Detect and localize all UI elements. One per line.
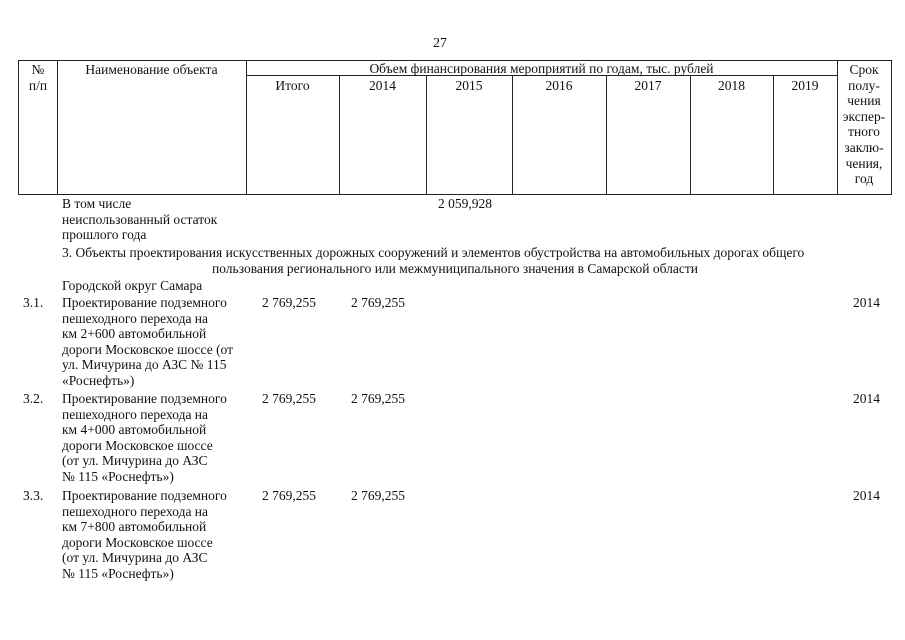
header-deadline-line: год [854,171,874,187]
row-name [62,488,227,582]
header-deadline [837,62,891,187]
row-name-line: км 4+000 автомобильной [62,422,207,438]
row-name-line: (от ул. Мичурина до АЗС [62,453,208,469]
row-deadline-year: 2014 [853,391,880,406]
section-title-line1: 3. Объекты проектирования искусственных дорожных сооружений и элементов обустройства на автомобильных дорогах общего [62,245,805,260]
row-name-line: пешеходного перехода на [62,310,209,326]
unused-remainder-value: 2 059,928 [438,196,492,211]
header-year-2016: 2016 [545,78,573,93]
header-name: Наименование объекта [85,62,218,77]
row-name-line: пешеходного перехода на [62,406,209,422]
row-name-line: Проектирование подземного [62,488,227,503]
row-deadline-year: 2014 [853,295,880,310]
header-deadline-line: заклю- [844,139,884,155]
header-deadline-line: экспер- [842,108,886,124]
header-year-2015: 2015 [455,78,483,93]
row-name-line: Проектирование подземного [62,391,227,406]
row-name-line: км 2+600 автомобильной [62,326,207,342]
row-name-line: дороги Московское шоссе [62,534,213,550]
row-name-line: км 7+800 автомобильной [62,519,207,535]
row-total: 2 769,255 [262,391,316,406]
row-total: 2 769,255 [262,488,316,503]
col-border [891,60,892,195]
page-number: 27 [433,36,447,51]
district-label: Городской округ Самара [62,278,203,293]
row-name-line: дороги Московское шоссе (от [62,341,234,357]
row-number: 3.3. [23,488,44,503]
row-number: 3.2. [23,391,44,406]
header-funding: Объем финансирования мероприятий по годам, тыс. рублей [369,61,714,76]
row-name [62,391,227,485]
header-deadline-line: чения, [845,155,883,171]
header-deadline-line: полу- [848,77,880,93]
row-name-line: дороги Московское шоссе [62,437,213,453]
row-2014: 2 769,255 [351,391,405,406]
row-2014: 2 769,255 [351,295,405,310]
row-name-line: ул. Мичурина до АЗС № 115 [62,357,227,373]
row-name-line: Проектирование подземного [62,295,227,310]
unused-remainder-line: прошлого года [62,227,147,243]
row-name-line: (от ул. Мичурина до АЗС [62,550,208,566]
header-deadline-line: чения [847,93,881,109]
row-name [62,295,233,389]
header-bottom-border [18,194,892,195]
header-deadline-line: тного [848,124,880,140]
unused-remainder-line: В том числе [62,196,132,211]
row-deadline-year: 2014 [853,488,880,503]
row-name-line: № 115 «Роснефть») [62,468,174,484]
header-num-line2: п/п [28,78,48,93]
section-title-line2: пользования регионального или межмуниципального значения в Самарской области [212,261,698,276]
row-number: 3.1. [23,295,44,310]
header-year-2018: 2018 [718,78,745,93]
header-year-2014: 2014 [369,78,396,93]
row-total: 2 769,255 [262,295,316,310]
header-year-2017: 2017 [634,78,662,93]
row-name-line: пешеходного перехода на [62,503,209,519]
header-num-line1: № [31,62,45,77]
unused-remainder-label [62,196,217,243]
row-2014: 2 769,255 [351,488,405,503]
header-total: Итого [275,78,310,93]
header-year-2019: 2019 [791,78,819,93]
row-name-line: «Роснефть») [62,372,135,388]
unused-remainder-line: неиспользованный остаток [62,211,218,227]
row-name-line: № 115 «Роснефть») [62,565,174,581]
header-deadline-line: Срок [849,62,879,77]
